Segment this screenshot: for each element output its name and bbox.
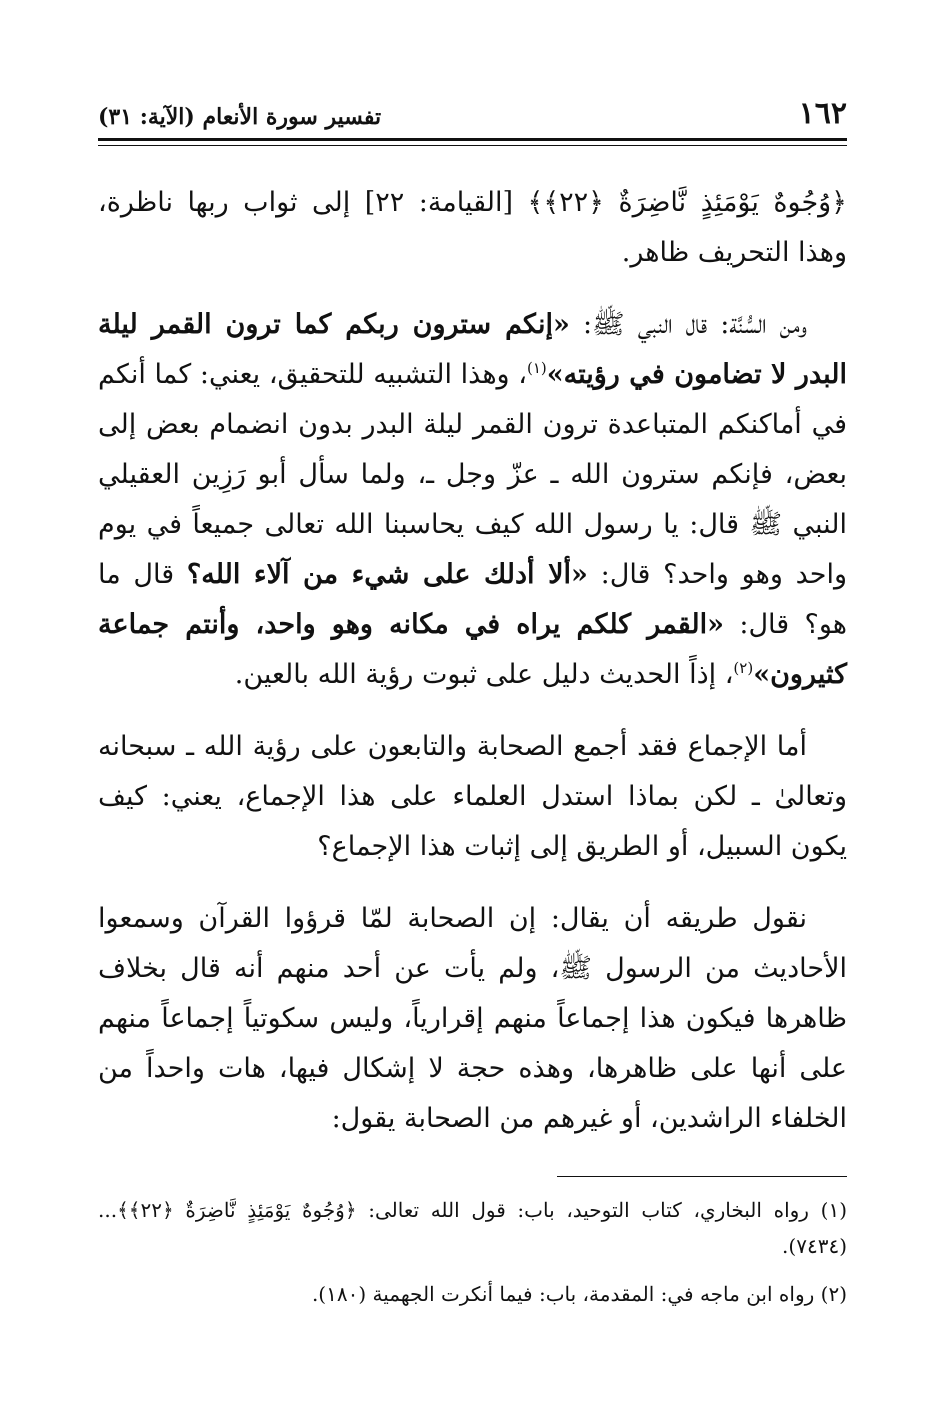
hadith-answer: «القمر كلكم يراه في مكانه وهو واحد، وأنتم جماعة كثيرون» xyxy=(98,609,847,690)
footnote-rule xyxy=(557,1176,847,1177)
header-rule xyxy=(98,138,847,141)
footnote-2: (٢) رواه ابن ماجه في: المقدمة، باب: فيما أنكرت الجهمية (١٨٠). xyxy=(311,1282,847,1306)
footnote-ref-2: (٢) xyxy=(733,659,754,677)
header-rule-thin xyxy=(98,145,847,146)
page-number: ١٦٢ xyxy=(798,96,847,131)
paragraph-1 xyxy=(98,178,847,278)
paragraph-2-end: ، إذاً الحديث دليل على ثبوت رؤية الله بالعين. xyxy=(234,659,734,690)
paragraph-1-text: [القيامة: ٢٢] إلى ثواب ربها ناظرة، وهذا التحريف ظاهر. xyxy=(98,187,847,268)
paragraph-2 xyxy=(98,300,847,700)
body-text xyxy=(98,178,847,1166)
footnote-ref-1: (١) xyxy=(526,359,547,377)
hadith-quote-1: «إنكم سترون ربكم كما ترون القمر ليلة البدر لا تضامون في رؤيته» xyxy=(98,309,848,390)
paragraph-2-mid: قال ما هو؟ قال: xyxy=(98,559,848,640)
paragraph-4: نقول طريقه أن يقال: إن الصحابة لمّا قرؤوا القرآن وسمعوا الأحاديث من الرسول ﷺ، ولم يأت عن أحد منهم أنه قال بخلاف ظاهرها فيكون هذا إجماعاً منهم إقرارياً، وليس سكوتياً إجماعاً منهم على أنها على ظاهرها، وهذه حجة لا إشكال فيها، هات واحداً من الخلفاء الراشدين، أو غيرهم من الصحابة يقول: xyxy=(98,903,847,1134)
paragraph-2-intro: ومن السُّنَّة: قال النبي ﷺ: xyxy=(569,309,807,340)
hadith-question: «ألا أدلك على شيء من آلاء الله؟ xyxy=(186,559,588,590)
paragraph-2-text: ، وهذا التشبيه للتحقيق، يعني: كما أنكم في أماكنكم المتباعدة ترون القمر ليلة البدر بدون انضمام بعض إلى بعض، فإنكم سترون الله ـ عزّ وجل ـ، ولما سأل أبو رَزِين العقيلي النبي ﷺ قال: يا رسول الله كيف يحاسبنا الله تعالى جميعاً في يوم واحد وهو واحد؟ قال: xyxy=(98,359,847,590)
footnotes xyxy=(98,1192,847,1324)
paragraph-3: أما الإجماع فقد أجمع الصحابة والتابعون على رؤية الله ـ سبحانه وتعالىٰ ـ لكن بماذا استدل العلماء على هذا الإجماع، يعني: كيف يكون السبيل، أو الطريق إلى إثبات هذا الإجماع؟ xyxy=(98,731,847,862)
page-header xyxy=(98,92,847,132)
quran-verse: ﴿وُجُوهٌ يَوْمَئِذٍ نَّاضِرَةٌ ﴿٢٢﴾﴾ xyxy=(527,187,847,218)
running-title: تفسير سورة الأنعام (الآية: ٣١) xyxy=(98,104,382,130)
footnote-1: (١) رواه البخاري، كتاب التوحيد، باب: قول الله تعالى: ﴿وُجُوهٌ يَوْمَئِذٍ نَّاضِرَةٌ ﴿٢٢﴾﴾... (٧٤٣٤). xyxy=(98,1198,847,1258)
